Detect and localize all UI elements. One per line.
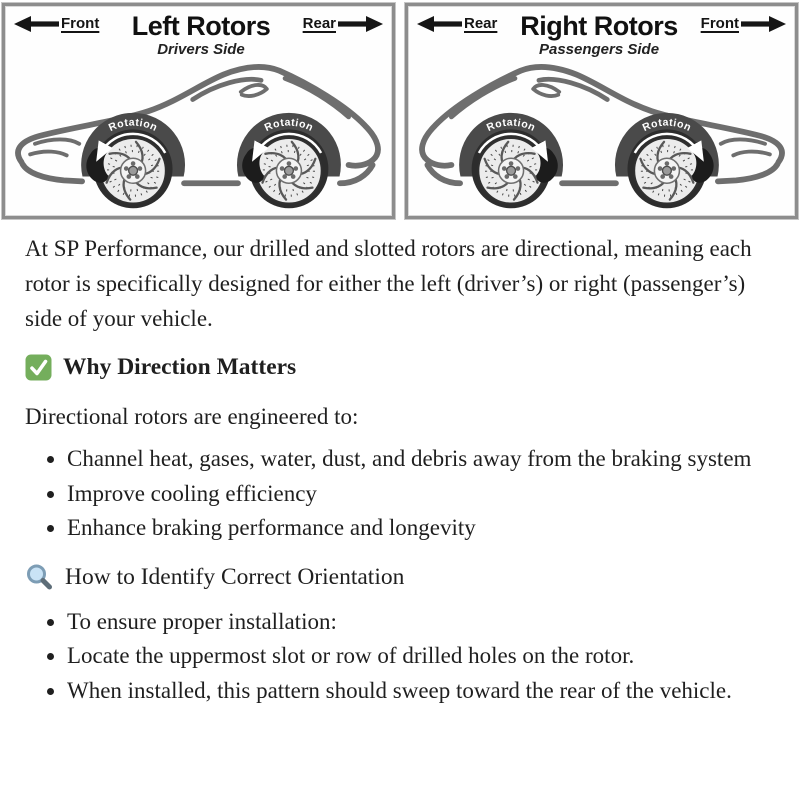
magnifying-glass-icon (25, 563, 54, 592)
installation-list (25, 605, 775, 709)
heading-text: Why Direction Matters (63, 354, 297, 380)
left-rotors-panel (2, 3, 395, 219)
lead-paragraph: Directional rotors are engineered to: (25, 404, 359, 429)
direction-text: Rear (302, 15, 336, 32)
panel-title: Left Rotors (131, 11, 271, 41)
rear-direction-label (303, 15, 383, 32)
right-panel-header (408, 6, 795, 57)
list-item: • To ensure proper installation: (67, 605, 775, 640)
list-item: • Channel heat, gases, water, dust, and debris away from the braking system (67, 442, 775, 477)
rotation-label: Rotation (484, 116, 538, 135)
left-side-car-illustration (5, 63, 392, 215)
benefits-list (25, 442, 775, 546)
rotation-label: Rotation (262, 116, 316, 135)
direction-text: Rear (464, 15, 498, 32)
front-direction-label (14, 15, 99, 32)
panel-subtitle: Passengers Side (538, 41, 660, 58)
rotation-label: Rotation (106, 116, 160, 135)
rear-direction-label (417, 15, 497, 32)
right-arrow-icon (740, 16, 786, 32)
left-panel-header (5, 6, 392, 57)
list-item: • Improve cooling efficiency (67, 477, 775, 512)
rotor-direction-diagram (0, 0, 800, 219)
front-direction-label (701, 15, 786, 32)
intro-paragraph: At SP Performance, our drilled and slotted rotors are directional, meaning each rotor is specifically designed for either the left (driver’s) or right (passenger’s) side of your vehicle. (25, 236, 752, 331)
list-item: • Locate the uppermost slot or row of drilled holes on the rotor. (67, 639, 775, 674)
rotation-label: Rotation (640, 116, 694, 135)
left-arrow-icon (417, 16, 463, 32)
list-item: • Enhance braking performance and longevity (67, 511, 775, 546)
right-side-car-illustration (408, 63, 795, 215)
right-arrow-icon (337, 16, 383, 32)
direction-text: Front (61, 15, 100, 32)
left-panel-titles (132, 13, 271, 57)
white-check-mark-icon (25, 354, 52, 381)
direction-text: Front (700, 15, 739, 32)
panel-subtitle: Drivers Side (157, 41, 245, 58)
heading-text: How to Identify Correct Orientation (65, 563, 405, 590)
left-arrow-icon (14, 16, 60, 32)
article-content (0, 219, 800, 708)
panel-title: Right Rotors (520, 11, 678, 41)
section-heading-identify-orientation (25, 560, 775, 595)
right-panel-titles (520, 13, 677, 57)
right-rotors-panel (405, 3, 798, 219)
section-heading-why-direction-matters (25, 350, 775, 385)
list-item: • When installed, this pattern should sweep toward the rear of the vehicle. (67, 674, 775, 709)
